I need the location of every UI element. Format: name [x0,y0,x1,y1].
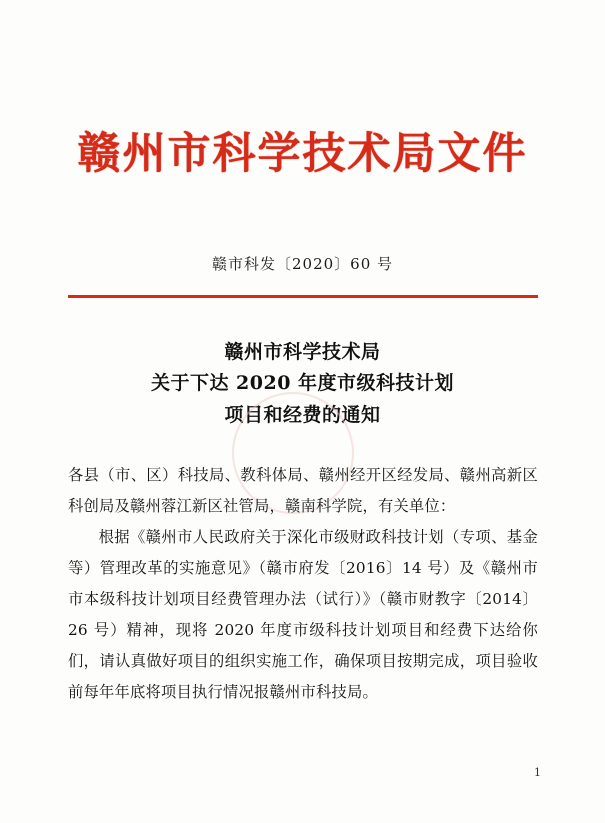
body-paragraph: 根据《赣州市人民政府关于深化市级财政科技计划（专项、基金等）管理改革的实施意见》（赣市府发〔2016〕14 号）及《赣州市市本级科技计划项目经费管理办法（试行）》（赣市财教字〔2014〕26 号）精神，现将 2020 年度市级科技计划项目和经费下达给你们，请认真做好项目的组织实施工作，确保项目按期完成，项目验收前每年年底将项目执行情况报赣州市科技局。 [68,528,538,702]
document-number: 赣市科发〔2020〕60 号 [211,255,394,273]
title-line-2: 关于下达 2020 年度市级科技计划 [150,372,455,395]
document-title-block [0,337,605,431]
title-line-3: 项目和经费的通知 [224,403,381,426]
red-divider-rule [68,295,538,298]
title-line-1: 赣州市科学技术局 [224,341,381,363]
page-number: 1 [534,766,541,779]
document-header-title: 赣州市科学技术局文件 [77,129,528,179]
document-body [68,460,538,708]
recipients-line: 各县（市、区）科技局、教科体局、赣州经开区经发局、赣州高新区科创局及赣州蓉江新区社管局，赣南科学院，有关单位： [68,466,538,516]
